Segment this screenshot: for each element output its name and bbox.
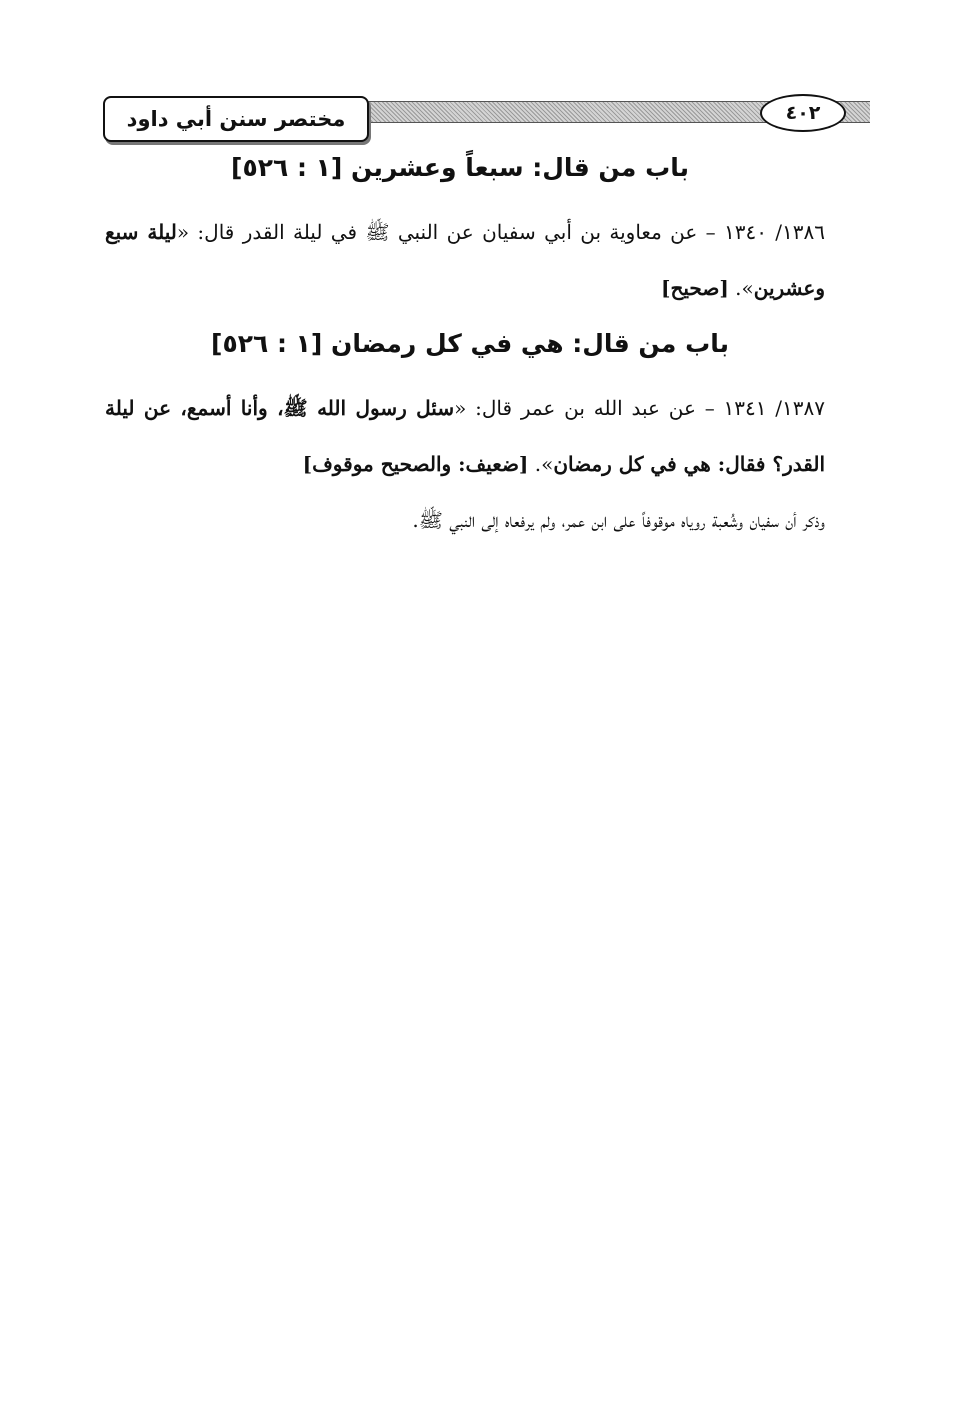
book-title: مختصر سنن أبي داود bbox=[126, 107, 346, 131]
book-title-box bbox=[103, 96, 369, 142]
hadith-1-close: ». bbox=[735, 276, 754, 300]
hadith-1-grade: [صحيح] bbox=[661, 276, 729, 300]
hadith-1-text: عن معاوية بن أبي سفيان عن النبي ﷺ في ليلة القدر قال: « bbox=[176, 220, 706, 244]
hadith-2-note: وذكر أن سفيان وشُعبة روياه موقوفاً على ابن عمر، ولم يرفعاه إلى النبي ﷺ. bbox=[412, 508, 825, 532]
hadith-2-number: ١٣٨٧/ ١٣٤١ – bbox=[704, 396, 825, 420]
hadith-1 bbox=[105, 204, 875, 316]
hadith-2-close: ». bbox=[534, 452, 554, 476]
hadith-2-text: عن عبد الله بن عمر قال: « bbox=[454, 396, 705, 420]
hadith-2-grade: [ضعيف: والصحيح موقوف] bbox=[302, 452, 529, 476]
page-number: ٤٠٢ bbox=[785, 102, 821, 124]
hadith-1-number: ١٣٨٦/ ١٣٤٠ – bbox=[705, 220, 825, 244]
section-heading-2: باب من قال: هي في كل رمضان [١ : ٥٢٦] bbox=[211, 329, 729, 358]
section-heading-1: باب من قال: سبعاً وعشرين [١ : ٥٢٦] bbox=[231, 153, 689, 182]
hadith-1-quote: ليلة سبع وعشرين bbox=[105, 220, 825, 300]
page-number-badge bbox=[760, 94, 846, 132]
hadith-2 bbox=[105, 380, 875, 492]
page-content bbox=[105, 140, 875, 548]
hadith-2-quote: سئل رسول الله ﷺ، وأنا أسمع، عن ليلة القدر؟ فقال: هي في كل رمضان bbox=[105, 396, 825, 476]
